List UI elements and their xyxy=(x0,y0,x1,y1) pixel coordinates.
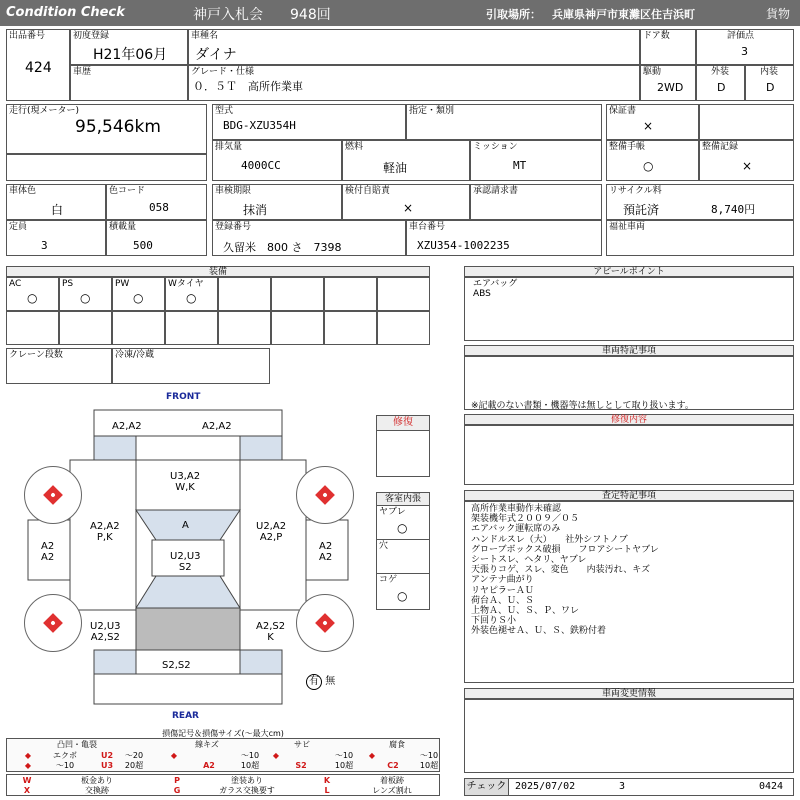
lot-number-label: 出品番号 xyxy=(9,31,46,41)
code-k-desc: 着板跡 xyxy=(380,776,404,785)
special-note: ※記載のない書類・機器等は無しとして取り扱います。 xyxy=(471,401,694,411)
first-reg: H21年06月 xyxy=(93,47,168,63)
lot-number: 424 xyxy=(25,60,52,76)
maint-book-label: 整備手帳 xyxy=(609,142,646,152)
mark-hood: U3,A2 W,K xyxy=(170,471,201,493)
appeal-line: ABS xyxy=(473,289,491,299)
mark-front-left: A2,A2 xyxy=(112,421,142,432)
load: 500 xyxy=(133,239,153,252)
has-none-indicator xyxy=(306,672,350,690)
code-k: K xyxy=(323,776,331,785)
change-info-title: 車両変更情報 xyxy=(464,688,794,699)
interior-cell xyxy=(745,65,794,101)
code-x-desc: 交換跡 xyxy=(85,786,109,795)
reg-no-label: 登録番号 xyxy=(215,222,252,232)
interior-label: 内装 xyxy=(760,67,779,77)
repair-detail-title: 修復内容 xyxy=(464,414,794,425)
interior-row-tear xyxy=(377,506,429,540)
wheel-rear-left xyxy=(24,594,82,652)
session-number: 948回 xyxy=(290,7,331,23)
reg-no: 久留米 800 さ 7398 xyxy=(223,241,342,254)
warranty-label: 保証書 xyxy=(609,106,637,116)
legend-group-rust: サビ xyxy=(294,740,310,749)
recycle-fee: 8,740円 xyxy=(711,203,756,216)
katashiki-label: 型式 xyxy=(215,106,234,116)
inspection-label: 車検期限 xyxy=(215,186,252,196)
mileage-cell xyxy=(6,104,207,154)
exterior-cell xyxy=(696,65,745,101)
self-ins-label: 検付自賠責 xyxy=(345,186,391,196)
mark-left-side: A2 A2 xyxy=(41,541,55,563)
interior-burn-label: コゲ xyxy=(379,575,398,585)
mileage-label: 走行(現メーター) xyxy=(9,106,80,116)
code-l: L xyxy=(324,786,330,795)
code-g-desc: ガラス交換要す xyxy=(219,786,275,795)
designation-cell xyxy=(406,104,602,140)
load-cell xyxy=(106,220,207,256)
self-ins: × xyxy=(403,201,414,215)
equip-wtire-label: Wタイヤ xyxy=(168,279,204,289)
maint-rec-label: 整備記録 xyxy=(702,142,739,152)
approval-label: 承認請求書 xyxy=(473,186,519,196)
equip-cell-wtire xyxy=(165,277,218,311)
equip-pw-mark: ○ xyxy=(133,291,144,305)
none-label: 無 xyxy=(325,676,336,687)
drive: 2WD xyxy=(657,81,684,94)
equipment-grid xyxy=(6,277,430,345)
vehicle-type: 貨物 xyxy=(766,7,791,21)
color-code-cell xyxy=(106,184,207,220)
katashiki-cell xyxy=(212,104,406,140)
capacity-label: 定員 xyxy=(9,222,28,232)
doors-label: ドア数 xyxy=(643,31,670,41)
pickup-label: 引取場所： xyxy=(486,8,541,21)
inspection-note-line: 高所作業車動作未確認 xyxy=(471,504,562,514)
equip-cell-empty xyxy=(165,311,218,345)
color-code: 058 xyxy=(149,201,169,214)
model-label: 車種名 xyxy=(191,31,219,41)
equip-pw-label: PW xyxy=(115,279,130,289)
lot-number-cell xyxy=(6,29,70,101)
interior-burn-mark: ○ xyxy=(397,589,408,603)
legend-group-scratch: 線キズ xyxy=(195,740,219,749)
designation-label: 指定・類別 xyxy=(409,106,455,116)
color-code-label: 色コード xyxy=(109,186,146,196)
legend-corrosion-small: 〜10 xyxy=(419,751,439,760)
grade-cell xyxy=(188,65,640,101)
legend-diamond: ◆ xyxy=(368,751,376,760)
check-row xyxy=(464,778,794,796)
capacity-cell xyxy=(6,220,106,256)
legend-rust-s2: S2 xyxy=(295,761,307,770)
code-l-desc: レンズ割れ xyxy=(372,786,412,795)
warranty-blank xyxy=(699,104,794,140)
legend-dent-u2-size: 〜20 xyxy=(124,751,144,760)
mission-cell xyxy=(470,140,602,181)
interior-row-burn xyxy=(377,574,429,608)
history-cell xyxy=(70,65,188,101)
recycle-cell xyxy=(606,184,794,220)
first-reg-cell xyxy=(70,29,188,65)
legend-scratch-small: 〜10 xyxy=(240,751,260,760)
mission: MT xyxy=(513,159,527,172)
score: 3 xyxy=(741,45,748,58)
mileage-sub xyxy=(6,154,207,181)
body-color: 白 xyxy=(51,203,64,217)
equip-ac-mark: ○ xyxy=(27,291,38,305)
freezer-label: 冷凍/冷蔵 xyxy=(115,350,155,360)
special-body xyxy=(464,356,794,410)
equip-cell-empty xyxy=(218,311,271,345)
maint-book-cell xyxy=(606,140,699,181)
equip-cell-empty xyxy=(324,277,377,311)
equip-cell-empty xyxy=(218,277,271,311)
check-count: 3 xyxy=(619,781,626,792)
check-label: チェック xyxy=(465,779,509,795)
inspection-notes-title: 査定特記事項 xyxy=(464,490,794,501)
mark-right-rear: A2,S2 K xyxy=(256,621,286,643)
legend-dent-u2: U2 xyxy=(100,751,114,760)
first-reg-label: 初度登録 xyxy=(73,31,110,41)
chassis-cell xyxy=(406,220,602,256)
score-cell xyxy=(696,29,794,65)
legend-group-corrosion: 腐食 xyxy=(389,740,405,749)
mark-right-front-door: U2,A2 A2,P xyxy=(256,521,287,543)
logo: Condition Check xyxy=(6,5,125,20)
legend-scratch-a2: A2 xyxy=(203,761,215,770)
self-ins-cell xyxy=(342,184,470,220)
front-label: FRONT xyxy=(166,392,201,402)
legend-scratch-large: 10超 xyxy=(240,761,260,770)
repair-box xyxy=(376,415,430,477)
inspection-cell xyxy=(212,184,342,220)
inspection-note-line: アンテナ曲がり xyxy=(471,575,534,586)
code-p-desc: 塗装あり xyxy=(231,776,263,785)
has-label: 有 xyxy=(306,674,322,690)
warranty: × xyxy=(643,119,654,133)
fuel-cell xyxy=(342,140,470,181)
legend-group-dent: 凸凹・亀裂 xyxy=(57,740,97,749)
mark-left-front-door: A2,A2 P,K xyxy=(90,521,120,543)
legend-dent-u3: U3 xyxy=(100,761,114,770)
legend-rust-small: 〜10 xyxy=(334,751,354,760)
interior-grade: D xyxy=(766,81,775,94)
equip-ps-label: PS xyxy=(62,279,74,289)
code-g: G xyxy=(173,786,181,795)
equip-cell-ac xyxy=(6,277,59,311)
interior-tear-label: ヤブレ xyxy=(379,507,406,517)
exterior-label: 外装 xyxy=(711,67,730,77)
approval-cell xyxy=(470,184,602,220)
crane-label: クレーン段数 xyxy=(9,350,63,360)
rear-label: REAR xyxy=(172,711,199,721)
load-label: 積載量 xyxy=(109,222,137,232)
code-p: P xyxy=(174,776,180,785)
inspection-note-line: グローブボックス破損 フロアシートヤブレ xyxy=(471,544,659,555)
interior-row-hole xyxy=(377,540,429,574)
check-code: 0424 xyxy=(759,781,784,792)
check-date: 2025/07/02 xyxy=(515,781,576,792)
fuel: 軽油 xyxy=(383,161,408,175)
welfare-label: 福祉車両 xyxy=(609,222,646,232)
recycle-label: リサイクル料 xyxy=(609,186,662,196)
wheel-rear-right xyxy=(296,594,354,652)
code-w-desc: 板金あり xyxy=(81,776,113,785)
mark-windshield: A xyxy=(182,520,189,531)
legend-codes xyxy=(6,774,440,796)
wheel-front-left xyxy=(24,466,82,524)
wheel-front-right xyxy=(296,466,354,524)
interior-box xyxy=(376,492,430,610)
equip-cell-empty xyxy=(271,311,324,345)
equip-ps-mark: ○ xyxy=(80,291,91,305)
legend-corrosion-large: 10超 xyxy=(419,761,439,770)
drive-label: 駆動 xyxy=(643,67,662,77)
legend-diamond: ◆ xyxy=(24,761,32,770)
legend-table xyxy=(6,738,440,772)
interior-tear-mark: ○ xyxy=(397,521,408,535)
equip-cell-ps xyxy=(59,277,112,311)
model-name: ダイナ xyxy=(195,47,237,63)
legend-dent-u3-size: 20超 xyxy=(124,761,144,770)
displacement-cell xyxy=(212,140,342,181)
equip-wtire-mark: ○ xyxy=(186,291,197,305)
maint-rec: × xyxy=(742,159,753,173)
legend-diamond: ◆ xyxy=(170,751,178,760)
equip-cell-empty xyxy=(377,277,430,311)
inspection-note-line: リヤピラーＡＵ xyxy=(471,585,534,596)
score-label: 評価点 xyxy=(727,31,755,41)
exterior-grade: D xyxy=(717,81,726,94)
appeal-title: アピールポイント xyxy=(464,266,794,277)
equip-cell-empty xyxy=(59,311,112,345)
drive-cell xyxy=(640,65,696,101)
equip-cell-empty xyxy=(271,277,324,311)
appeal-body xyxy=(464,277,794,341)
inspection-notes-body xyxy=(464,501,794,683)
warranty-cell xyxy=(606,104,699,140)
legend-dent-small: エクボ xyxy=(53,751,77,760)
inspection-note-line: エアバック運転席のみ xyxy=(471,524,561,535)
mark-front-right: A2,A2 xyxy=(202,421,232,432)
history-label: 車歴 xyxy=(73,67,92,77)
katashiki: BDG-XZU354H xyxy=(223,119,296,132)
displacement: 4000CC xyxy=(241,159,281,172)
equip-cell-empty xyxy=(324,311,377,345)
capacity: 3 xyxy=(41,239,48,252)
inspection-note-line: 外装色褪せＡ、Ｕ、Ｓ、鉄粉付着 xyxy=(471,626,607,637)
auction-name: 神戸入札会 xyxy=(193,7,263,23)
model-cell xyxy=(188,29,640,65)
equip-cell-empty xyxy=(377,311,430,345)
grade-label: グレード・仕様 xyxy=(191,67,255,77)
equip-cell-empty xyxy=(6,311,59,345)
body-color-cell xyxy=(6,184,106,220)
mark-left-rear: U2,U3 A2,S2 xyxy=(90,621,121,643)
maint-rec-cell xyxy=(699,140,794,181)
doors-cell xyxy=(640,29,696,65)
repair-detail-body xyxy=(464,425,794,485)
fuel-label: 燃料 xyxy=(345,142,364,152)
mileage: 95,546km xyxy=(75,117,161,137)
legend-corrosion-c2: C2 xyxy=(387,761,399,770)
inspection-note-line: 下回りＳ小 xyxy=(471,616,517,627)
legend-diamond: ◆ xyxy=(272,751,280,760)
interior-title: 客室内張 xyxy=(377,493,429,506)
welfare-cell xyxy=(606,220,794,256)
reg-no-cell xyxy=(212,220,406,256)
equip-ac-label: AC xyxy=(9,279,22,289)
equipment-title: 装備 xyxy=(6,266,430,277)
grade: ０．５Ｔ 高所作業車 xyxy=(193,80,303,93)
inspection-note-line: 架装機年式２００９／０５ xyxy=(471,514,580,525)
equip-cell-pw xyxy=(112,277,165,311)
code-w: W xyxy=(22,776,32,785)
legend-rust-large: 10超 xyxy=(334,761,354,770)
maint-book: ○ xyxy=(643,159,654,173)
special-title: 車両特記事項 xyxy=(464,345,794,356)
interior-hole-label: 穴 xyxy=(379,541,389,551)
crane-cell xyxy=(6,348,112,384)
inspection-note-line: 天張りコゲ、スレ、変色 内装汚れ、キズ xyxy=(471,565,651,576)
legend-title: 損傷記号＆損傷サイズ(〜最大cm) xyxy=(162,729,284,738)
mark-rear-bumper: S2,S2 xyxy=(162,660,191,671)
mission-label: ミッション xyxy=(473,142,518,152)
chassis: XZU354-1002235 xyxy=(417,239,510,252)
appeal-line: エアバッグ xyxy=(473,279,518,289)
displacement-label: 排気量 xyxy=(215,142,243,152)
mark-right-side: A2 A2 xyxy=(319,541,333,563)
pickup-location: 兵庫県神戸市東灘区住吉浜町 xyxy=(552,8,695,21)
inspection-note-line: 上物Ａ、Ｕ、Ｓ、Ｐ、ワレ xyxy=(471,606,580,617)
inspection-note-line: ハンドルスレ（大） 社外シフトノブ xyxy=(471,534,628,545)
legend-dent-10: 〜10 xyxy=(55,761,75,770)
inspection: 抹消 xyxy=(243,203,268,217)
body-color-label: 車体色 xyxy=(9,186,37,196)
repair-title: 修復 xyxy=(377,416,429,431)
recycle-status: 預託済 xyxy=(623,203,660,217)
change-info-body xyxy=(464,699,794,773)
freezer-cell xyxy=(112,348,270,384)
inspection-note-line: 荷台Ａ、Ｕ、Ｓ xyxy=(471,595,535,606)
mark-roof: U2,U3 S2 xyxy=(170,551,201,573)
chassis-label: 車台番号 xyxy=(409,222,446,232)
legend-diamond: ◆ xyxy=(24,751,32,760)
equip-cell-empty xyxy=(112,311,165,345)
inspection-note-line: シートスレ、ヘタリ、ヤブレ xyxy=(471,555,587,566)
code-x: X xyxy=(23,786,31,795)
